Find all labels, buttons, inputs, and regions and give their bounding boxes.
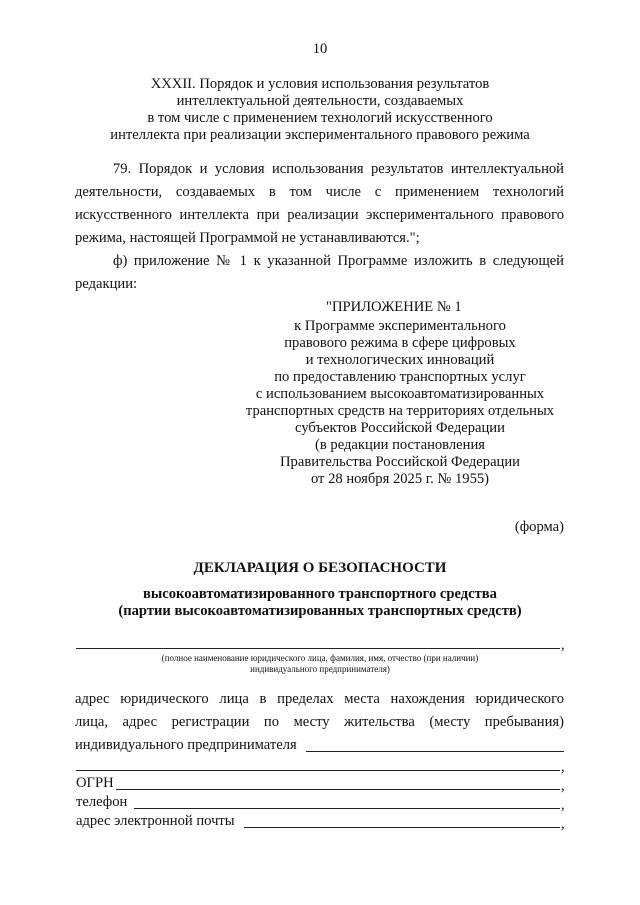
declaration-title: ДЕКЛАРАЦИЯ О БЕЗОПАСНОСТИ: [193, 560, 447, 576]
name-field-line[interactable]: [76, 648, 560, 649]
section-heading-line-2: интеллектуальной деятельности, создаваемых: [176, 93, 464, 109]
ogrn-comma: ,: [561, 778, 565, 794]
appendix-line: с использованием высокоавтоматизированных: [255, 386, 545, 402]
address-line-1: адрес юридического лица в пределах места нахождения юридического: [75, 691, 564, 707]
section-heading-line-4: интеллекта при реализации экспериментального правового режима: [110, 127, 530, 143]
ogrn-field-line[interactable]: [116, 789, 560, 790]
page-number: 10: [312, 41, 328, 57]
paragraph-f-line-1: ф) приложение № 1 к указанной Программе изложить в следующей: [113, 253, 564, 269]
form-label: (форма): [514, 519, 564, 535]
appendix-line: (в редакции постановления: [315, 437, 485, 453]
paragraph-79-line-1: 79. Порядок и условия использования результатов интеллектуальной: [113, 161, 564, 177]
appendix-line: к Программе экспериментального: [294, 318, 506, 334]
appendix-line: Правительства Российской Федерации: [280, 454, 520, 470]
name-caption-line-1: (полное наименование юридического лица, фамилия, имя, отчество (при наличии): [161, 653, 479, 663]
address-line-2: лица, адрес регистрации по месту жительства (месту пребывания): [75, 714, 564, 730]
section-heading-line-3: в том числе с применением технологий искусственного: [147, 110, 493, 126]
appendix-line: по предоставлению транспортных услуг: [274, 369, 526, 385]
paragraph-79-line-4: режима, настоящей Программой не устанавливаются.";: [75, 230, 420, 246]
paragraph-79-line-2: деятельности, создаваемых в том числе с применением технологий: [75, 184, 564, 200]
address-field-line[interactable]: [306, 751, 564, 752]
ogrn-label: ОГРН: [76, 775, 114, 791]
section-heading-line-1: XXXII. Порядок и условия использования результатов: [150, 76, 490, 92]
address-continuation-line[interactable]: [76, 770, 560, 771]
email-comma: ,: [561, 816, 565, 832]
email-field-line[interactable]: [244, 827, 560, 828]
email-label: адрес электронной почты: [76, 813, 235, 829]
paragraph-79-line-3: искусственного интеллекта при реализации экспериментального правового: [75, 207, 564, 223]
paragraph-f-line-2: редакции:: [75, 276, 138, 292]
appendix-line: субъектов Российской Федерации: [295, 420, 505, 436]
phone-comma: ,: [561, 797, 565, 813]
name-field-comma: ,: [561, 637, 565, 653]
appendix-title: "ПРИЛОЖЕНИЕ № 1: [326, 299, 462, 315]
address-comma: ,: [561, 759, 565, 775]
appendix-line: и технологических инноваций: [305, 352, 495, 368]
appendix-line: транспортных средств на территориях отдельных: [245, 403, 555, 419]
name-caption-line-2: индивидуального предпринимателя): [250, 664, 390, 674]
phone-label: телефон: [76, 794, 128, 810]
appendix-line: правового режима в сфере цифровых: [284, 335, 516, 351]
phone-field-line[interactable]: [134, 808, 560, 809]
appendix-line: от 28 ноября 2025 г. № 1955): [310, 471, 490, 487]
declaration-subtitle-line-2: (партии высокоавтоматизированных транспортных средств): [118, 603, 522, 619]
declaration-subtitle-line-1: высокоавтоматизированного транспортного средства: [143, 586, 497, 602]
address-line-3: индивидуального предпринимателя: [75, 737, 297, 753]
